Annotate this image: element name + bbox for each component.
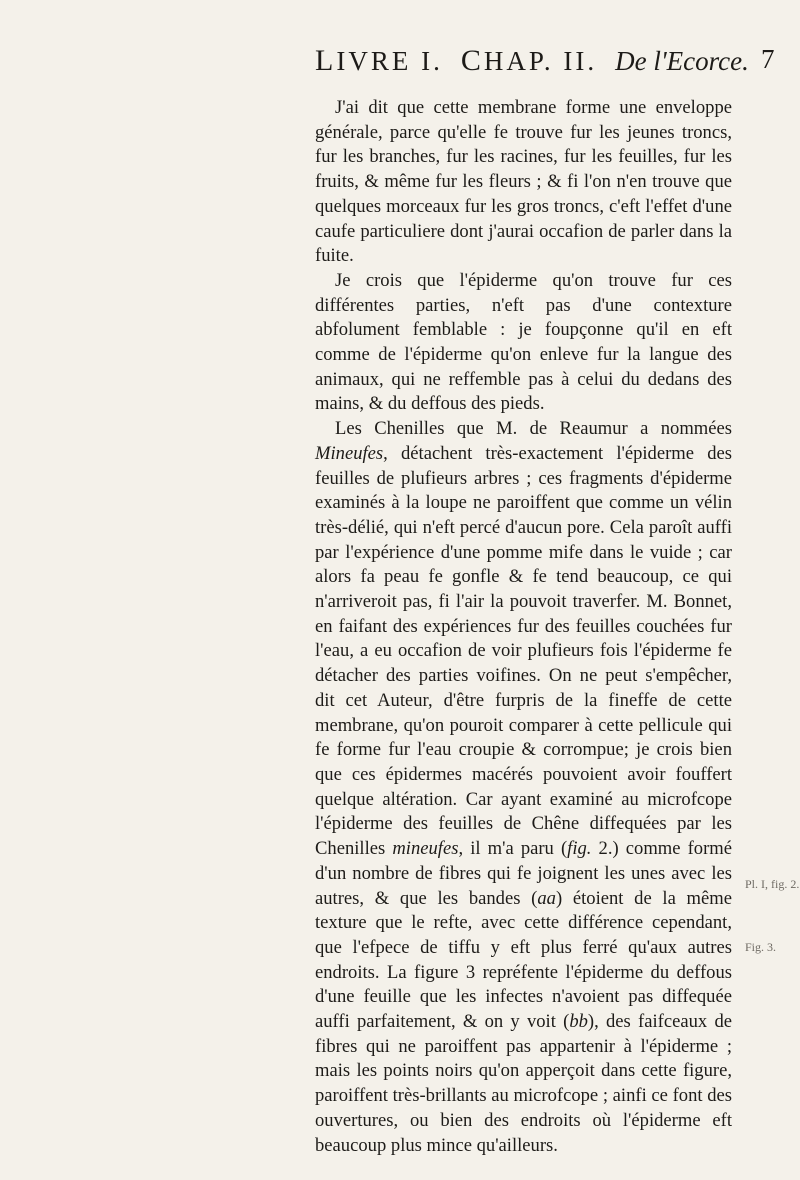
running-head [315, 44, 749, 84]
p3-text-b: , détachent très-exactement l'épiderme des feuilles de plufieurs arbres ; ces fragments d'épiderme examinés à la loupe ne paroiffent que comme un vélin très-délié, qui n'eft percé d'aucun pore. Cela paroît auffi par l'expérience d'une pomme mife dans le vuide ; car alors fa peau fe gonfle & fe tend beaucoup, ce qui n'arriveroit pas, fi l'air la pouvoit traverfer. M. Bonnet, en faifant des expériences fur des feuilles couchées fur l'eau, a eu occafion de voir plufieurs fois l'épiderme fe détacher des parties voifines. On ne peut s'empêcher, dit cet Auteur, d'être furpris de la fineffe de cette membrane, qu'on pouroit comparer à cette pellicule qui fe forme fur l'eau croupie & corrompue; je crois bien que ces épidermes macérés pouvoient avoir fouffert quelque altération. Car ayant examiné au microfcope l'épiderme des feuilles de Chêne diffequées par les Chenilles [315, 442, 732, 860]
chap-word: HAP. [483, 46, 554, 76]
page-number: 7 [761, 44, 775, 74]
chapter-title: De l'Ecorce. [615, 46, 749, 76]
p3-text-e: ) étoient de la même texture que le refte, avec cette différence cependant, que l'efpece de tiffu y eft plus ferré qu'aux autres endroits. La figure 3 repréfente l'épiderme du deffous d'une feuille que les infectes n'avoient pas diffequée auffi parfaitement, & on y voit ( [315, 887, 732, 1033]
livre-initial: L [315, 44, 337, 77]
chap-initial: C [460, 44, 484, 77]
p3-text-a: Les Chenilles que M. de Reaumur a nommées [335, 418, 732, 440]
margin-note-fig3: Fig. 3. [745, 940, 777, 954]
p3-text-c: , il m'a paru ( [458, 838, 568, 860]
p3-text-d: 2.) comme formé d'un nombre de fibres qui fe joignent les unes avec les autres, & que les bandes ( [315, 838, 733, 909]
chap-number: II. [563, 46, 598, 76]
p3-fig-ref: fig. [567, 838, 592, 860]
p3-text-f: ), des faifceaux de fibres qui ne paroiffent pas appartenir à l'épiderme ; mais les points noirs qu'on apperçoit dans cette figure, paroiffent très-brillants au microfcope ; ainfi ce font des ouvertures, ou bien des endroits où l'épiderme eft beaucoup plus mince qu'ailleurs. [315, 1011, 732, 1156]
p3-bb-ref: bb [569, 1011, 588, 1033]
paragraph-2: Je crois que l'épiderme qu'on trouve fur ces différentes parties, n'eft pas d'une contexture abfolument femblable : je foupçonne qu'il en eft comme de l'épiderme qu'on enleve fur la langue des animaux, qui ne reffemble pas à celui du dedans des mains, & du deffous des pieds. [315, 269, 732, 415]
margin-note-plate-fig2: Pl. I, fig. 2. [745, 877, 800, 891]
p3-mineuses-2: mineufes [392, 838, 459, 860]
livre-word: IVRE [336, 46, 412, 76]
p3-mineuses-1: Mineufes [315, 442, 384, 464]
p3-aa-ref: aa [537, 887, 556, 909]
paragraph-3 [315, 417, 732, 1158]
paragraph-1: J'ai dit que cette membrane forme une enveloppe générale, parce qu'elle fe trouve fur les jeunes troncs, fur les branches, fur les racines, fur les feuilles, fur les fruits, & même fur les fleurs ; & fi l'on n'en trouve que quelques morceaux fur les gros troncs, c'eft l'effet d'une caufe particuliere dont j'aurai occafion de parler dans la fuite. [315, 97, 732, 267]
body-text [315, 96, 732, 1158]
livre-number: I. [421, 46, 443, 76]
